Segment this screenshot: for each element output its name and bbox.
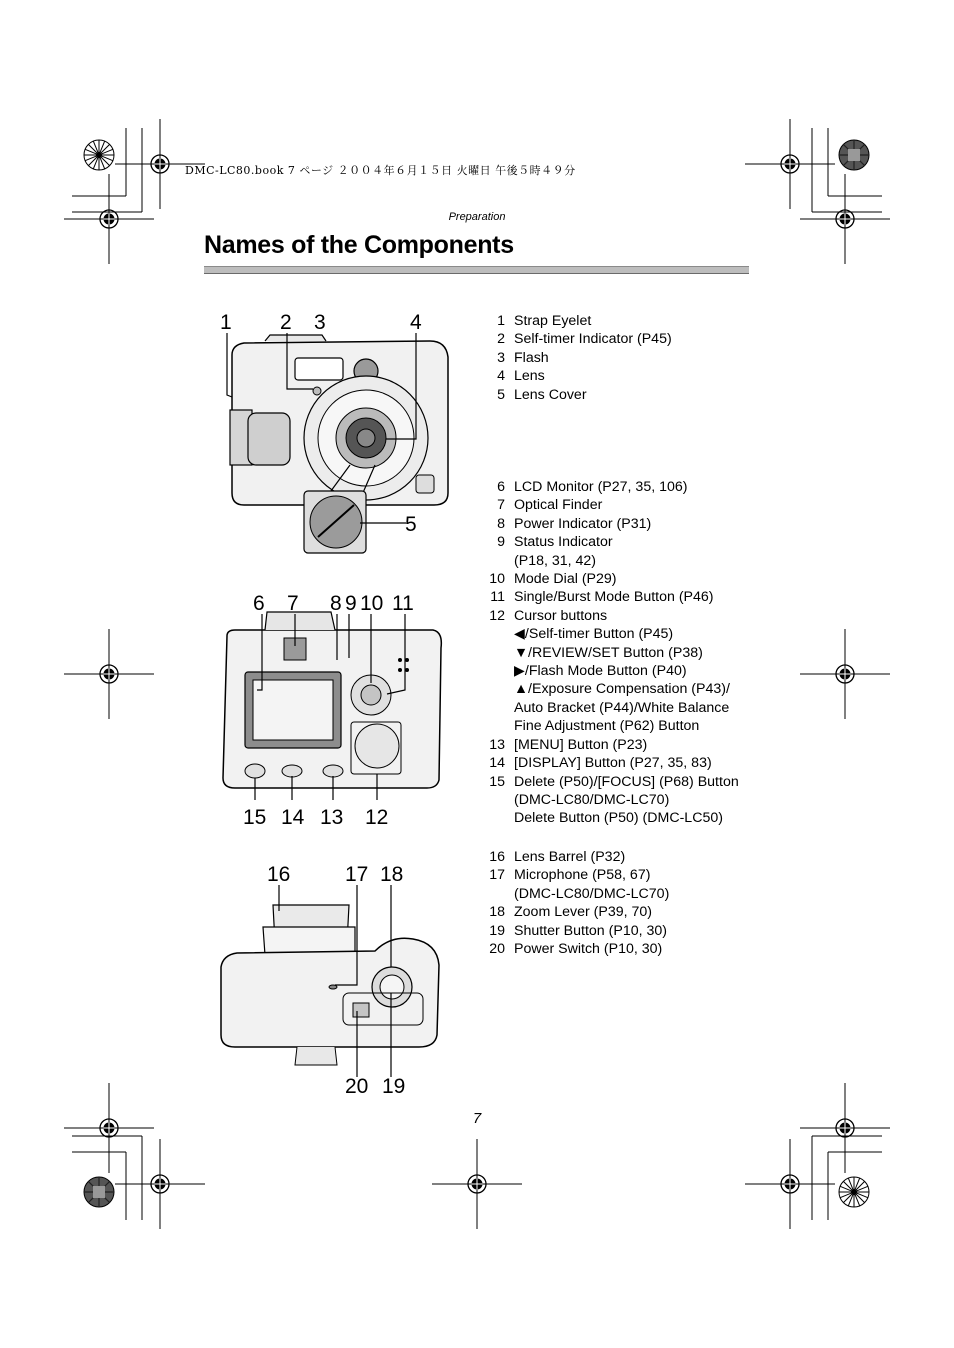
callout-5: 5	[405, 513, 417, 536]
list-item: 6 LCD Monitor (P27, 35, 106)	[497, 479, 688, 495]
list-item: 5 Lens Cover	[497, 386, 587, 403]
list-item-subline: (P18, 31, 42)	[514, 552, 597, 569]
list-item-subline: Fine Adjustment (P62) Button	[514, 718, 700, 735]
list-item-subline: ▶/Flash Mode Button (P40)	[514, 663, 687, 680]
list-item-subline: ▼/REVIEW/SET Button (P38)	[514, 644, 703, 661]
callout-8: 8	[330, 592, 342, 615]
callout-16: 16	[267, 863, 291, 886]
list-item-subline: Delete Button (P50) (DMC-LC50)	[514, 810, 723, 827]
callout-11: 11	[392, 592, 414, 615]
list-item: 18 Zoom Lever (P39, 70)	[489, 904, 652, 921]
list-item: 13 [MENU] Button (P23)	[489, 736, 648, 753]
callout-7: 7	[287, 592, 299, 615]
callout-10: 10	[360, 592, 384, 615]
callout-13: 13	[320, 806, 344, 829]
section-label: Preparation	[448, 211, 506, 223]
callout-1: 1	[220, 311, 232, 334]
list-item: 8 Power Indicator (P31)	[497, 515, 652, 532]
components-list-front	[481, 312, 672, 404]
back-view-illustration	[215, 588, 455, 833]
list-item-subline: ▲/Exposure Compensation (P43)/	[514, 681, 730, 698]
list-item: 16 Lens Barrel (P32)	[489, 849, 626, 865]
list-item-subline: Auto Bracket (P44)/White Balance	[514, 699, 730, 716]
components-list-back	[481, 478, 739, 828]
components-list-top	[481, 848, 669, 958]
list-item: 17 Microphone (P58, 67)	[489, 867, 651, 884]
list-item-subline: (DMC-LC80/DMC-LC70)	[514, 885, 670, 902]
list-item: 9 Status Indicator	[497, 534, 613, 551]
title-rule	[204, 266, 749, 274]
callout-17: 17	[345, 863, 369, 886]
list-item: 15 Delete (P50)/[FOCUS] (P68) Button	[489, 773, 739, 790]
callout-14: 14	[281, 806, 305, 829]
list-item: 7 Optical Finder	[497, 497, 603, 514]
list-item: 14 [DISPLAY] Button (P27, 35, 83)	[489, 755, 712, 772]
list-item: 12 Cursor buttons	[489, 607, 608, 624]
list-item: 20 Power Switch (P10, 30)	[489, 941, 663, 958]
list-item: 10 Mode Dial (P29)	[489, 571, 617, 588]
callout-4: 4	[410, 311, 422, 334]
page-number: 7	[472, 1110, 482, 1127]
list-item: 19 Shutter Button (P10, 30)	[489, 922, 668, 939]
callout-3: 3	[314, 311, 326, 334]
front-view-illustration	[210, 305, 460, 555]
list-item: 4 Lens	[497, 368, 545, 385]
callout-15: 15	[243, 806, 267, 829]
top-view-illustration	[215, 855, 460, 1100]
callout-19: 19	[382, 1075, 406, 1098]
callout-20: 20	[345, 1075, 369, 1098]
callout-9: 9	[345, 592, 357, 615]
callout-6: 6	[253, 592, 265, 615]
list-item: 3 Flash	[497, 349, 549, 366]
list-item: 11 Single/Burst Mode Button (P46)	[490, 589, 714, 606]
callout-2: 2	[280, 311, 292, 334]
page-title: Names of the Components	[204, 231, 514, 259]
callout-18: 18	[380, 863, 404, 886]
file-header: DMC-LC80.book 7 ページ ２００４年６月１５日 火曜日 午後５時４９分	[185, 164, 576, 177]
list-item-subline: (DMC-LC80/DMC-LC70)	[514, 791, 670, 808]
callout-12: 12	[365, 806, 389, 829]
list-item: 1 Strap Eyelet	[497, 313, 592, 329]
list-item-subline: ◀/Self-timer Button (P45)	[514, 626, 674, 643]
list-item: 2 Self-timer Indicator (P45)	[497, 331, 672, 348]
